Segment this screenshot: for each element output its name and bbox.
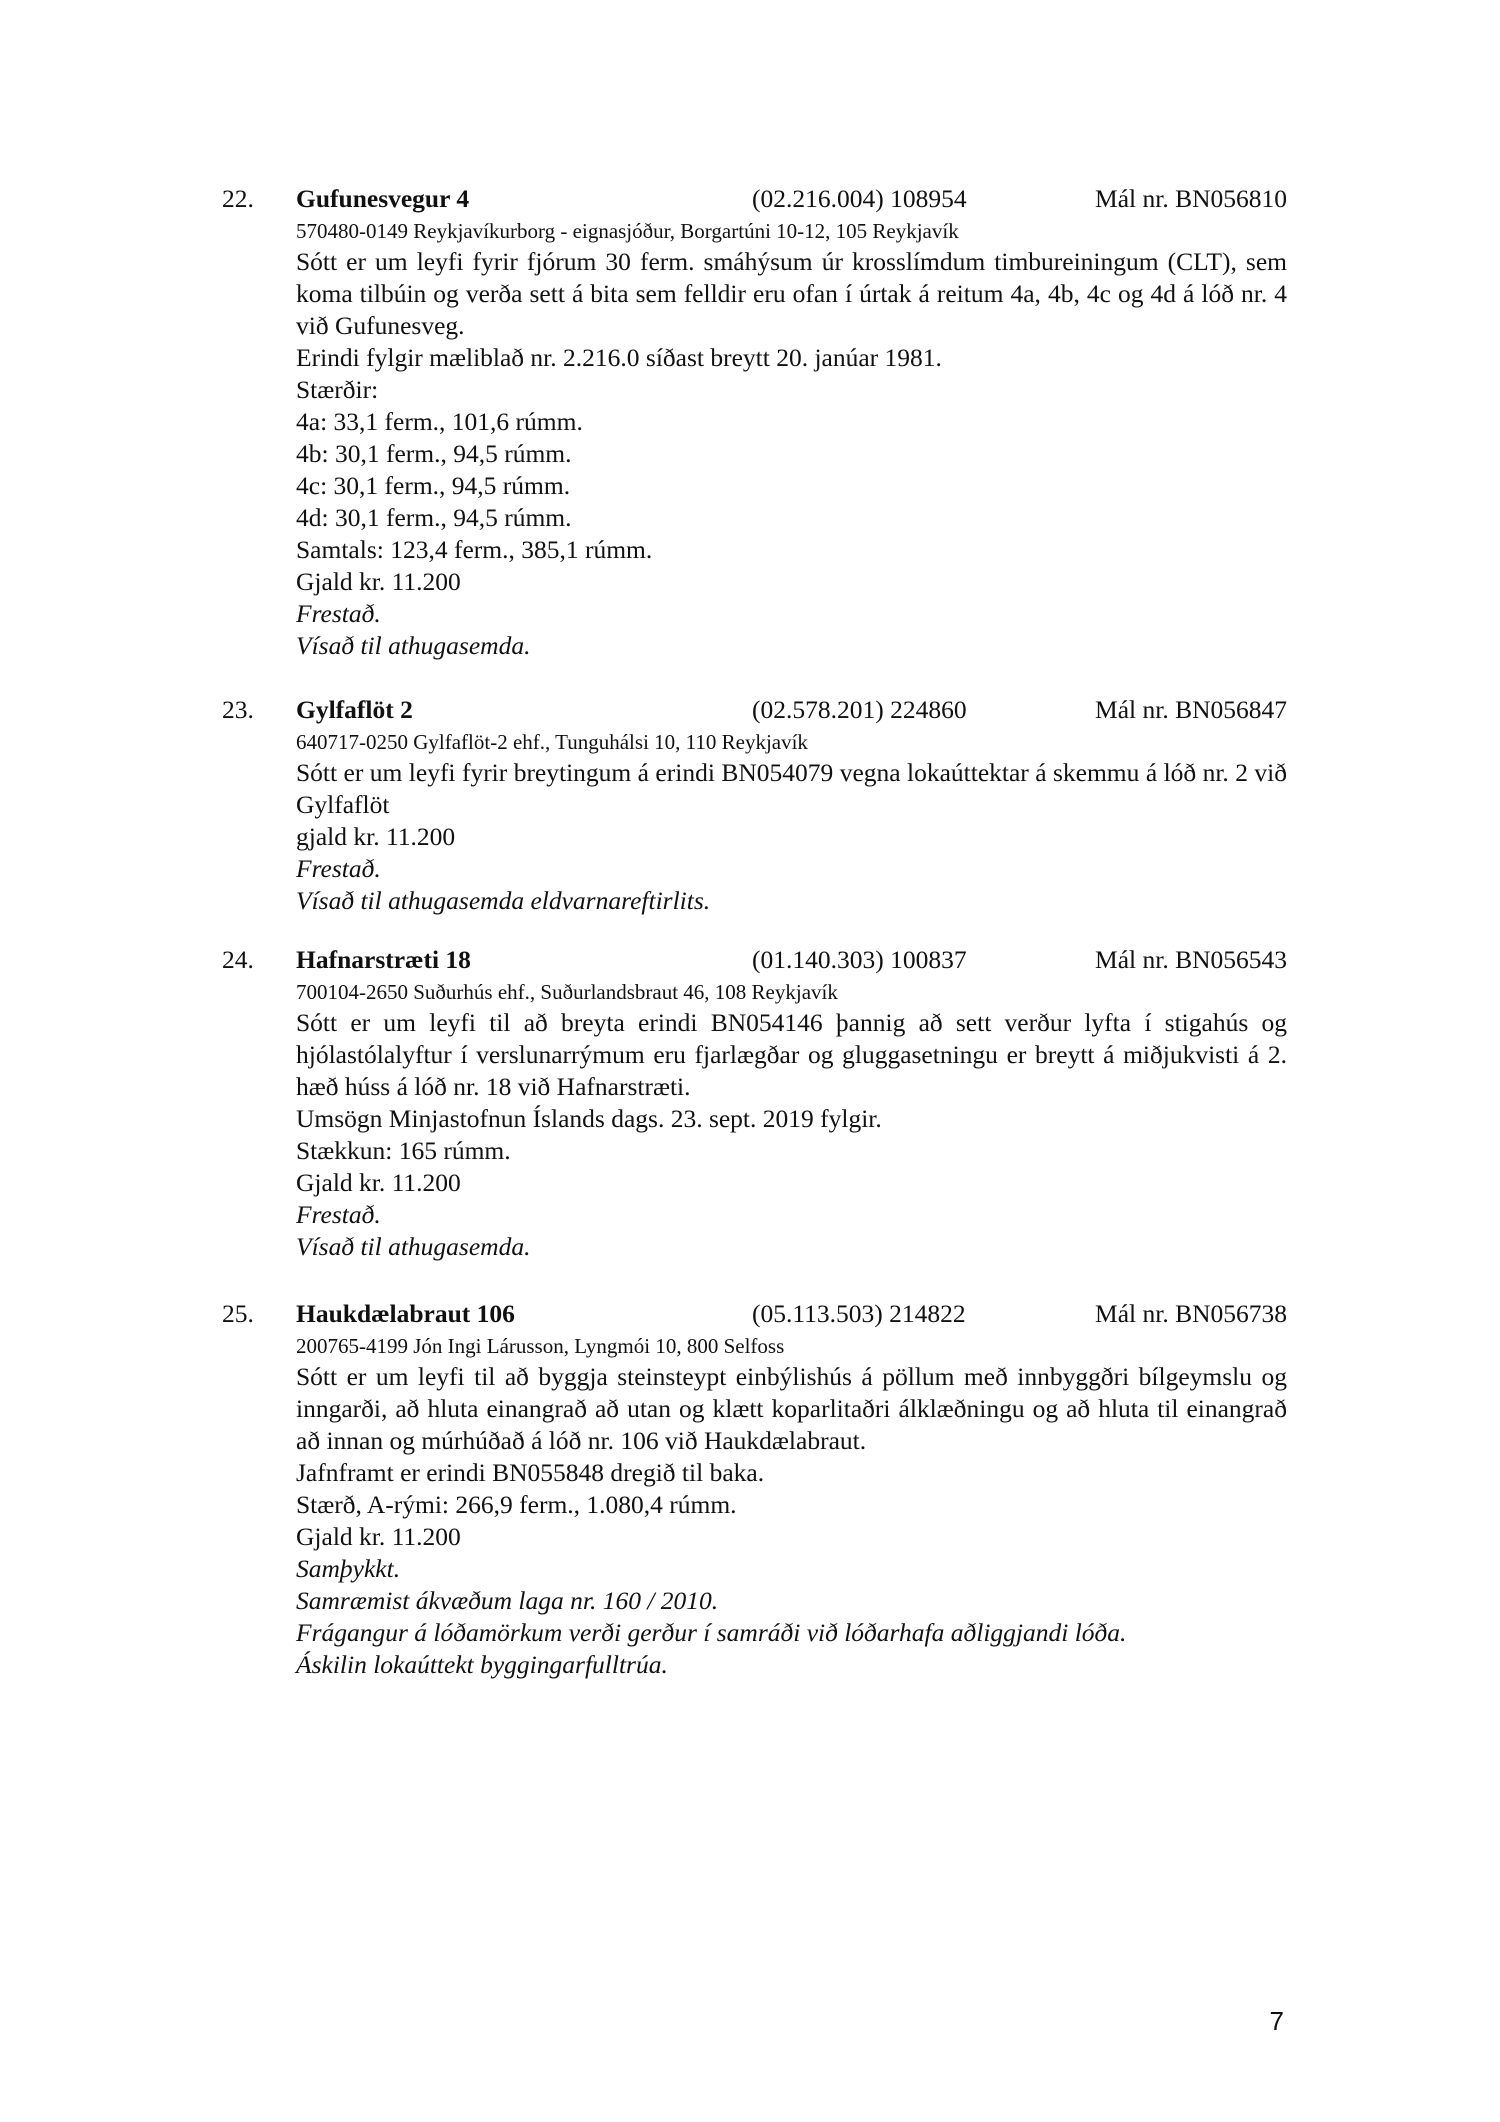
decision-line: Frestað. — [296, 599, 381, 628]
detail-line: 4d: 30,1 ferm., 94,5 rúmm. — [296, 503, 572, 532]
description: Sótt er um leyfi fyrir breytingum á erindi BN054079 vegna lokaúttektar á skemmu á lóð nr. 2 við Gylfaflöt — [296, 758, 1287, 819]
applicant: 200765-4199 Jón Ingi Lárusson, Lyngmói 10, 800 Selfoss — [296, 1334, 785, 1358]
page-number: 7 — [1269, 2006, 1284, 2036]
description: Sótt er um leyfi til að breyta erindi BN054146 þannig að sett verður lyfta í stigahús og hjólastólalyftur í verslunarrýmum eru fjarlægðar og gluggasetningu er breytt á miðjukvisti á 2. hæð húss á lóð nr. 18 við Hafnarstræti. — [296, 1008, 1287, 1101]
property-reference: (05.113.503) 214822 — [752, 1299, 966, 1328]
entry-header — [222, 182, 1287, 216]
case-entry-22 — [222, 182, 1287, 662]
entry-number: 22. — [222, 184, 254, 213]
detail-line: Stækkun: 165 rúmm. — [296, 1136, 511, 1165]
fee-line: Gjald kr. 11.200 — [296, 1522, 461, 1551]
decision-line: Áskilin lokaúttekt byggingarfulltrúa. — [296, 1650, 668, 1679]
entry-body — [296, 216, 1287, 662]
applicant: 570480-0149 Reykjavíkurborg - eignasjóður, Borgartúni 10-12, 105 Reykjavík — [296, 219, 959, 243]
detail-line: 4c: 30,1 ferm., 94,5 rúmm. — [296, 471, 571, 500]
decision-line: Frestað. — [296, 1200, 381, 1229]
detail-line: 4b: 30,1 ferm., 94,5 rúmm. — [296, 439, 572, 468]
decision-line: Vísað til athugasemda. — [296, 1232, 531, 1261]
entry-header — [222, 943, 1287, 977]
street-address: Gufunesvegur 4 — [296, 184, 470, 213]
street-address: Gylfaflöt 2 — [296, 695, 413, 724]
detail-line: Samtals: 123,4 ferm., 385,1 rúmm. — [296, 535, 653, 564]
entry-number: 25. — [222, 1299, 254, 1328]
entry-body — [296, 1331, 1287, 1681]
fee-line: Gjald kr. 11.200 — [296, 1168, 461, 1197]
detail-line: 4a: 33,1 ferm., 101,6 rúmm. — [296, 407, 583, 436]
case-entry-25 — [222, 1297, 1287, 1681]
decision-line: Frestað. — [296, 854, 381, 883]
property-reference: (02.578.201) 224860 — [752, 695, 967, 724]
entry-number: 23. — [222, 695, 254, 724]
property-reference: (02.216.004) 108954 — [752, 184, 967, 213]
street-address: Hafnarstræti 18 — [296, 945, 471, 974]
case-number: Mál nr. BN056810 — [1095, 184, 1287, 213]
decision-line: Samþykkt. — [296, 1554, 401, 1583]
description: Sótt er um leyfi fyrir fjórum 30 ferm. smáhýsum úr krosslímdum timbureiningum (CLT), sem koma tilbúin og verða sett á bita sem felldir eru ofan í úrtak á reitum 4a, 4b, 4c og 4d á lóð nr. 4 við Gufunesveg. — [296, 247, 1287, 340]
case-entry-23 — [222, 693, 1287, 917]
entry-header — [222, 693, 1287, 727]
detail-line: Umsögn Minjastofnun Íslands dags. 23. sept. 2019 fylgir. — [296, 1104, 882, 1133]
decision-line: Samræmist ákvæðum laga nr. 160 / 2010. — [296, 1586, 719, 1615]
detail-line: Jafnframt er erindi BN055848 dregið til baka. — [296, 1458, 765, 1487]
decision-line: Vísað til athugasemda. — [296, 631, 531, 660]
applicant: 700104-2650 Suðurhús ehf., Suðurlandsbraut 46, 108 Reykjavík — [296, 980, 838, 1004]
entry-number: 24. — [222, 945, 254, 974]
street-address: Haukdælabraut 106 — [296, 1299, 515, 1328]
description: Sótt er um leyfi til að byggja steinsteypt einbýlishús á pöllum með innbyggðri bílgeymslu og inngarði, að hluta einangrað að utan og klætt koparlitaðri álklæðningu og að hluta til einangrað að innan og múrhúðað á lóð nr. 106 við Haukdælabraut. — [296, 1362, 1287, 1455]
decision-line: Vísað til athugasemda eldvarnareftirlits. — [296, 886, 711, 915]
entry-body — [296, 977, 1287, 1263]
case-number: Mál nr. BN056847 — [1095, 695, 1287, 724]
entry-body — [296, 727, 1287, 917]
fee-line: Gjald kr. 11.200 — [296, 567, 461, 596]
case-number: Mál nr. BN056543 — [1095, 945, 1287, 974]
fee-line: gjald kr. 11.200 — [296, 822, 456, 851]
property-reference: (01.140.303) 100837 — [752, 945, 967, 974]
detail-line: Stærðir: — [296, 375, 379, 404]
detail-line: Stærð, A-rými: 266,9 ferm., 1.080,4 rúmm. — [296, 1490, 737, 1519]
case-entry-24 — [222, 943, 1287, 1263]
entry-header — [222, 1297, 1287, 1331]
applicant: 640717-0250 Gylfaflöt-2 ehf., Tunguhálsi 10, 110 Reykjavík — [296, 730, 808, 754]
case-number: Mál nr. BN056738 — [1095, 1299, 1287, 1328]
decision-line: Frágangur á lóðamörkum verði gerður í samráði við lóðarhafa aðliggjandi lóða. — [296, 1618, 1127, 1647]
detail-line: Erindi fylgir mæliblað nr. 2.216.0 síðast breytt 20. janúar 1981. — [296, 343, 942, 372]
